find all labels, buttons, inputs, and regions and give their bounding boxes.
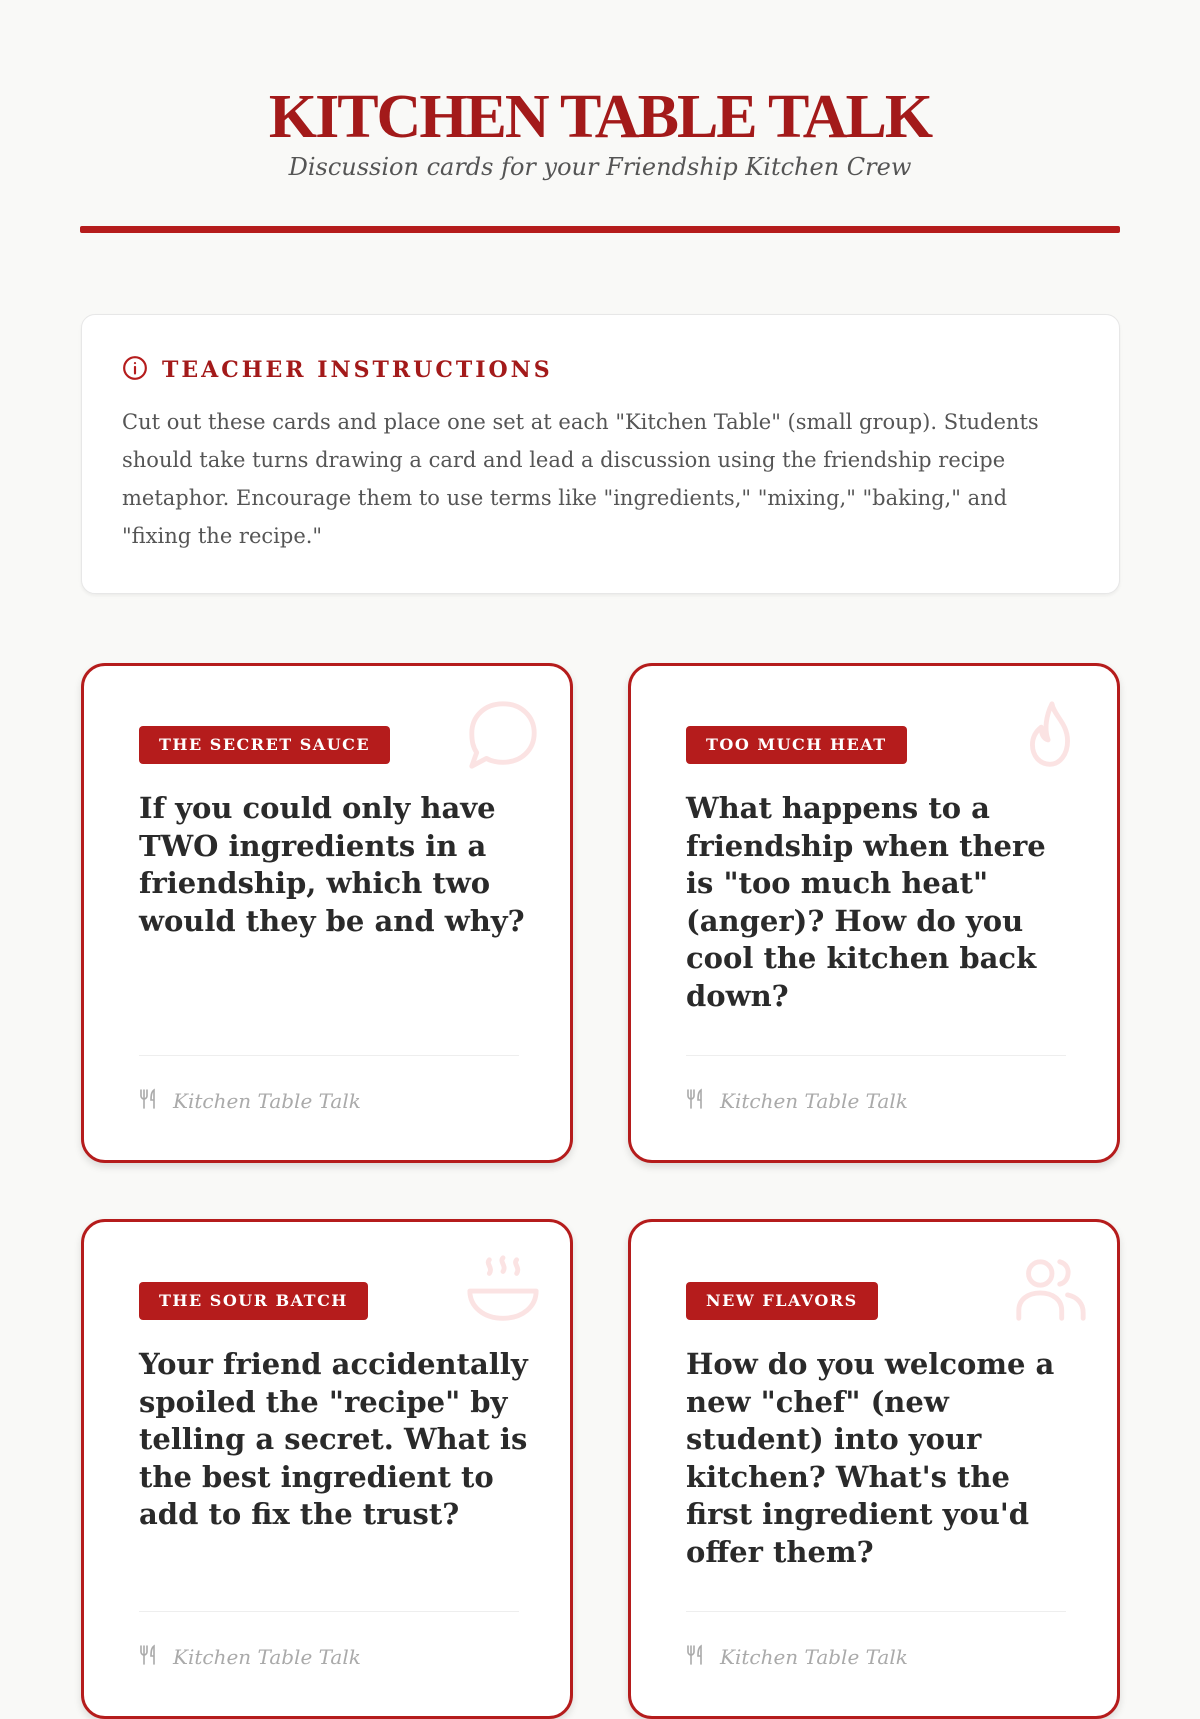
card-question: How do you welcome a new "chef" (new student) into your kitchen? What's the first ingredient you'd offer them? xyxy=(686,1347,1055,1569)
utensils-icon xyxy=(686,1088,706,1114)
card-category-badge: THE SOUR BATCH xyxy=(139,1282,368,1320)
card-footer-text: Kitchen Table Talk xyxy=(173,1645,361,1669)
card-divider xyxy=(139,1055,519,1056)
card-category-badge: THE SECRET SAUCE xyxy=(139,726,390,764)
card-footer-text: Kitchen Table Talk xyxy=(720,1089,908,1113)
card-footer-text: Kitchen Table Talk xyxy=(720,1645,908,1669)
card-divider xyxy=(686,1611,1066,1612)
discussion-card xyxy=(81,1219,573,1719)
utensils-icon xyxy=(139,1644,159,1670)
page-title: KITCHEN TABLE TALK xyxy=(268,83,932,151)
instructions-heading xyxy=(122,355,553,385)
flame-icon xyxy=(1011,696,1089,774)
card-divider xyxy=(686,1055,1066,1056)
teacher-instructions-panel xyxy=(81,314,1120,594)
card-footer-text: Kitchen Table Talk xyxy=(173,1089,361,1113)
card-divider xyxy=(139,1611,519,1612)
card-category-badge: TOO MUCH HEAT xyxy=(686,726,907,764)
header-divider xyxy=(80,226,1120,233)
discussion-card xyxy=(628,1219,1120,1719)
speech-bubble-icon xyxy=(464,696,542,774)
info-icon xyxy=(122,355,148,385)
utensils-icon xyxy=(686,1644,706,1670)
instructions-body: Cut out these cards and place one set at each "Kitchen Table" (small group). Students should take turns drawing a card and lead a discussion using the friendship recipe metaphor. Encourage them to use terms like "ingredients," "mixing," "baking," and "fixing the recipe." xyxy=(122,410,1039,548)
card-question: If you could only have TWO ingredients in a friendship, which two would they be and why? xyxy=(139,791,525,938)
card-question: What happens to a friendship when there is "too much heat" (anger)? How do you cool the kitchen back down? xyxy=(686,791,1046,1013)
card-footer xyxy=(686,1644,908,1670)
card-footer xyxy=(139,1088,361,1114)
card-footer xyxy=(139,1644,361,1670)
instructions-title: TEACHER INSTRUCTIONS xyxy=(162,357,553,383)
people-icon xyxy=(1011,1252,1089,1330)
utensils-icon xyxy=(139,1088,159,1114)
steaming-bowl-icon xyxy=(464,1252,542,1330)
card-footer xyxy=(686,1088,908,1114)
discussion-card xyxy=(81,663,573,1163)
page-subtitle: Discussion cards for your Friendship Kitchen Crew xyxy=(288,153,912,181)
discussion-card xyxy=(628,663,1120,1163)
card-question: Your friend accidentally spoiled the "recipe" by telling a secret. What is the best ingredient to add to fix the trust? xyxy=(139,1347,528,1531)
card-category-badge: NEW FLAVORS xyxy=(686,1282,878,1320)
